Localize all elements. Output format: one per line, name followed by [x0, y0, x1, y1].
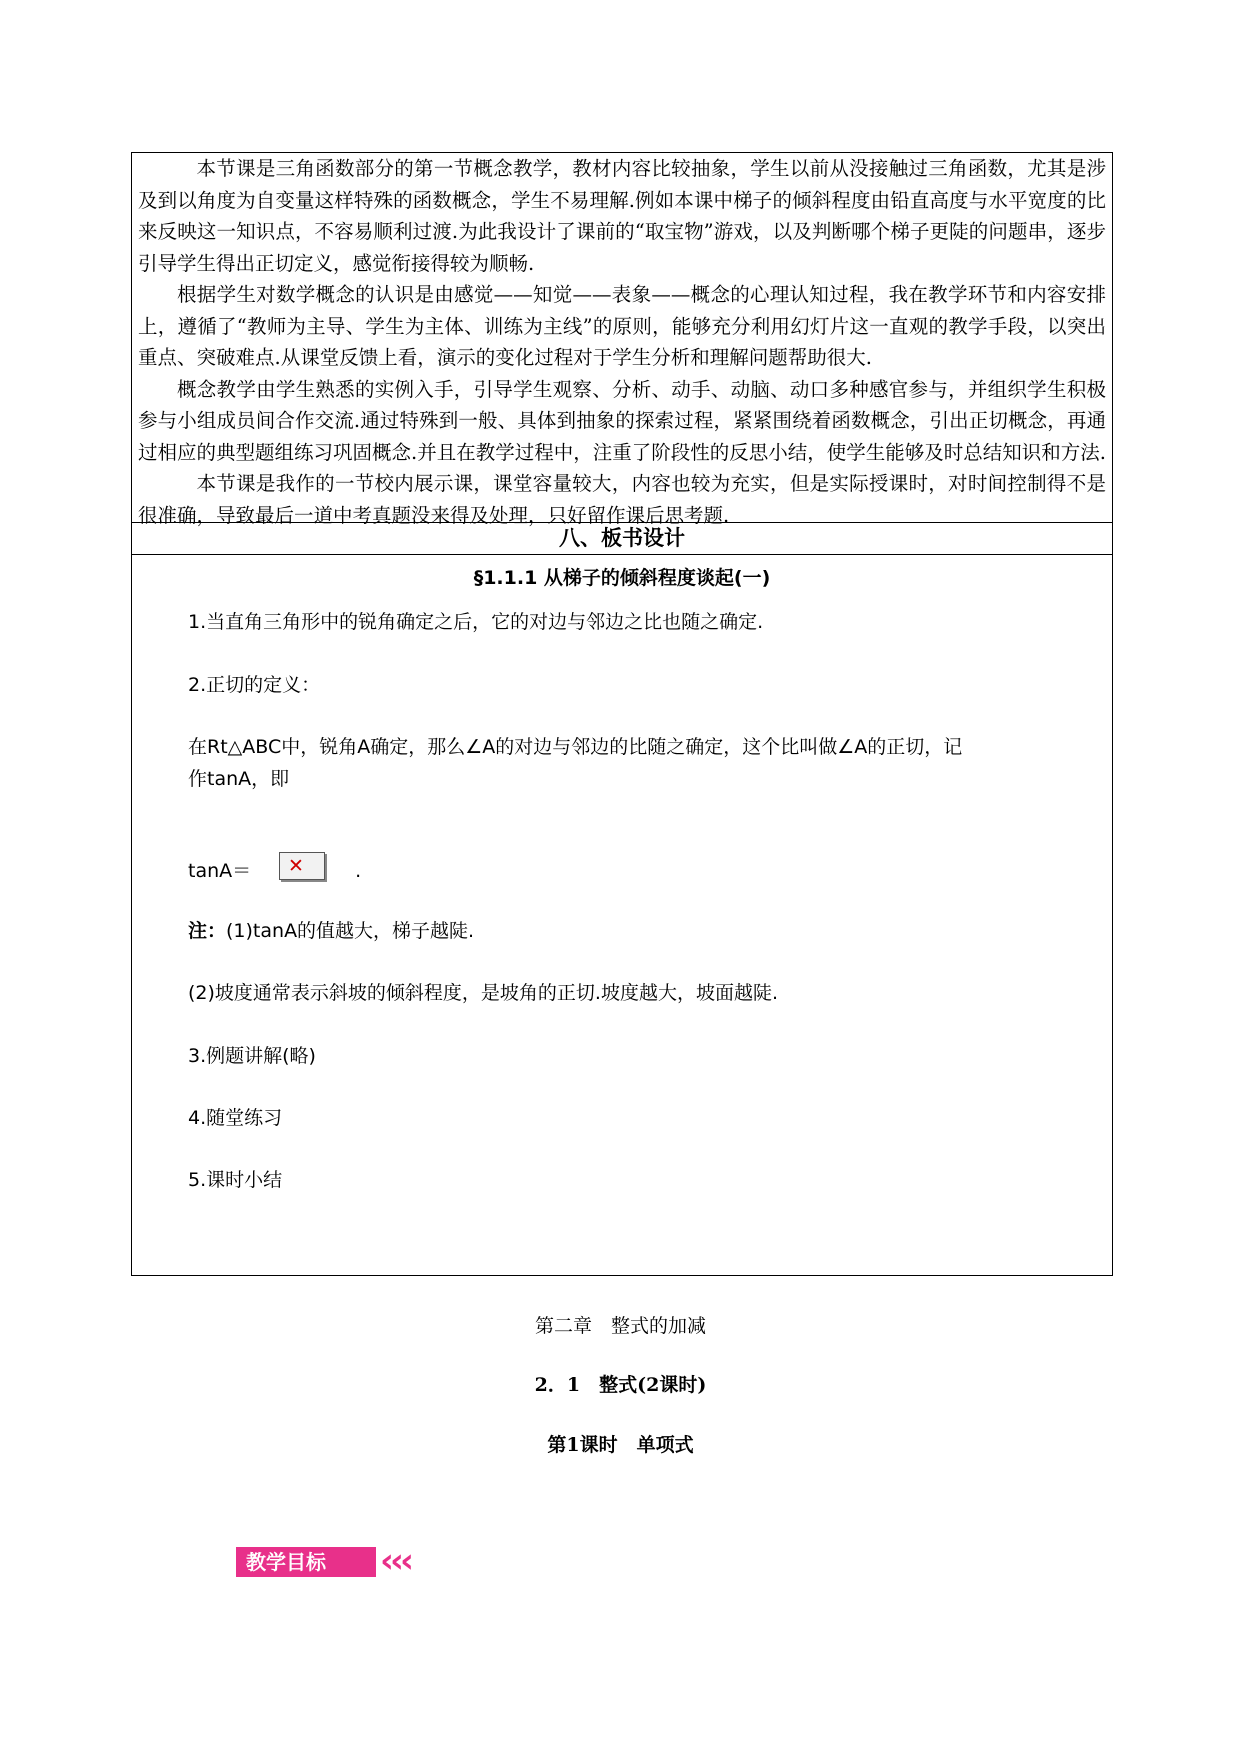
- board-item-5: 5.课时小结: [188, 1169, 283, 1191]
- note-label: 注：: [188, 920, 227, 942]
- board-design-cell: [132, 555, 1112, 1275]
- reflection-paragraph-4: 本节课是我作的一节校内展示课，课堂容量较大，内容也较为充实，但是实际授课时，对时间控制得不是很准确，导致最后一道中考真题没来得及处理，只好留作课后思考题.: [138, 472, 1106, 527]
- reflection-cell: [132, 153, 1112, 527]
- note-line-1: [188, 915, 1098, 947]
- chapter-title: 第二章 整式的加减: [534, 1315, 706, 1337]
- note-1-text: (1)tanA的值越大，梯子越陡.: [226, 920, 475, 942]
- board-item-3: 3.例题讲解(略): [188, 1045, 316, 1067]
- reflection-paragraph-1: 本节课是三角函数部分的第一节概念教学，教材内容比较抽象，学生以前从没接触过三角函数，尤其是涉及到以角度为自变量这样特殊的函数概念，学生不易理解.例如本课中梯子的倾斜程度由铅直高度与水平宽度的比来反映这一知识点，不容易顺利过渡.为此我设计了课前的“取宝物”游戏，以及判断哪个梯子更陡的问题串，逐步引导学生得出正切定义，感觉衔接得较为顺畅.: [138, 157, 1106, 275]
- definition-line-2: 作tanA，即: [188, 768, 290, 790]
- teaching-goals-badge: 教学目标: [236, 1547, 376, 1577]
- section-heading: 八、板书设计: [132, 523, 1112, 555]
- formula-end: .: [355, 860, 362, 882]
- broken-image-icon: [279, 852, 325, 880]
- formula-lhs: tanA＝: [188, 860, 252, 882]
- chevron-left-icon: ‹‹‹: [380, 1541, 411, 1581]
- lesson-table: [131, 152, 1113, 1276]
- reflection-paragraph-3: 概念教学由学生熟悉的实例入手，引导学生观察、分析、动手、动脑、动口多种感官参与，并组织学生积极参与小组成员间合作交流.通过特殊到一般、具体到抽象的探索过程，紧紧围绕着函数概念，引出正切概念，再通过相应的典型题组练习巩固概念.并且在教学过程中，注重了阶段性的反思小结，使学生能够及时总结知识和方法.: [138, 377, 1106, 464]
- board-title: §1.1.1 从梯子的倾斜程度谈起(一): [473, 567, 771, 589]
- section-title: 2．1 整式(2课时): [534, 1374, 707, 1396]
- lesson-title: 第1课时 单项式: [547, 1434, 694, 1456]
- board-item-4: 4.随堂练习: [188, 1107, 283, 1129]
- definition-line-1: 在Rt△ABC中，锐角A确定，那么∠A的对边与邻边的比随之确定，这个比叫做∠A的正切，记: [188, 736, 963, 758]
- note-line-2: (2)坡度通常表示斜坡的倾斜程度，是坡角的正切.坡度越大，坡面越陡.: [188, 982, 778, 1004]
- board-item-1: 1.当直角三角形中的锐角确定之后，它的对边与邻边之比也随之确定.: [188, 611, 764, 633]
- reflection-paragraph-2: 根据学生对数学概念的认识是由感觉——知觉——表象——概念的心理认知过程，我在教学环节和内容安排上，遵循了“教师为主导、学生为主体、训练为主线”的原则，能够充分利用幻灯片这一直观的教学手段，以突出重点、突破难点.从课堂反馈上看，演示的变化过程对于学生分析和理解问题帮助很大.: [138, 283, 1106, 369]
- board-item-2: 2.正切的定义：: [188, 674, 321, 696]
- image-x-icon: ✕: [288, 855, 304, 877]
